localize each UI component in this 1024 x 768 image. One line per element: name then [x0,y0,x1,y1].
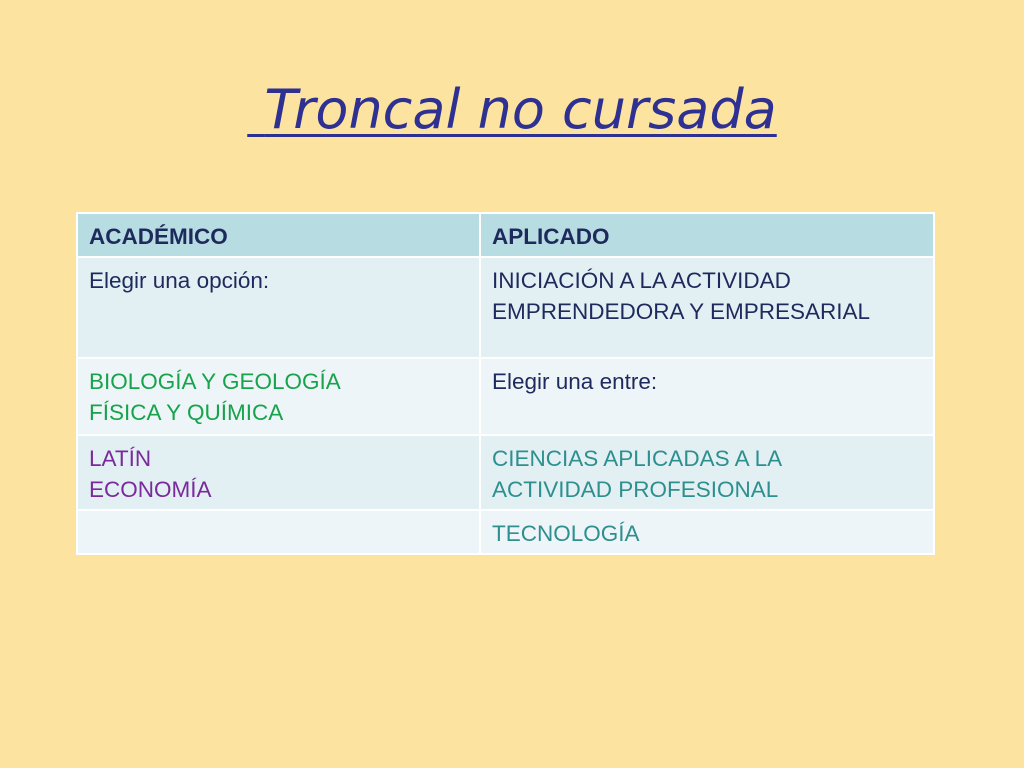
table-row [77,257,934,358]
table-cell-aplicado [480,510,934,554]
cell-text: LATÍN [89,446,152,471]
slide-title: Troncal no cursada [264,78,777,141]
cell-text: Elegir una entre: [492,369,658,394]
table-row [77,435,934,510]
table-cell-academico [77,358,480,435]
table-cell-academico [77,257,480,358]
cell-text: FÍSICA Y QUÍMICA [89,400,284,425]
cell-text: ACTIVIDAD PROFESIONAL [492,477,779,502]
cell-text: TECNOLOGÍA [492,521,640,546]
table-cell-aplicado [480,257,934,358]
table-row [77,510,934,554]
table-cell-aplicado [480,358,934,435]
table-cell-academico [77,510,480,554]
table-row [77,358,934,435]
cell-text: BIOLOGÍA Y GEOLOGÍA [89,369,341,394]
cell-text: INICIACIÓN A LA ACTIVIDAD [492,268,791,293]
table-cell-academico [77,435,480,510]
options-table [76,212,935,555]
table-header-row [77,213,934,257]
cell-text: CIENCIAS APLICADAS A LA [492,446,783,471]
header-academico: ACADÉMICO [77,213,480,257]
table-cell-aplicado [480,435,934,510]
cell-text: Elegir una opción: [89,268,270,293]
header-aplicado: APLICADO [480,213,934,257]
cell-text: ECONOMÍA [89,477,212,502]
cell-text: EMPRENDEDORA Y EMPRESARIAL [492,299,871,324]
